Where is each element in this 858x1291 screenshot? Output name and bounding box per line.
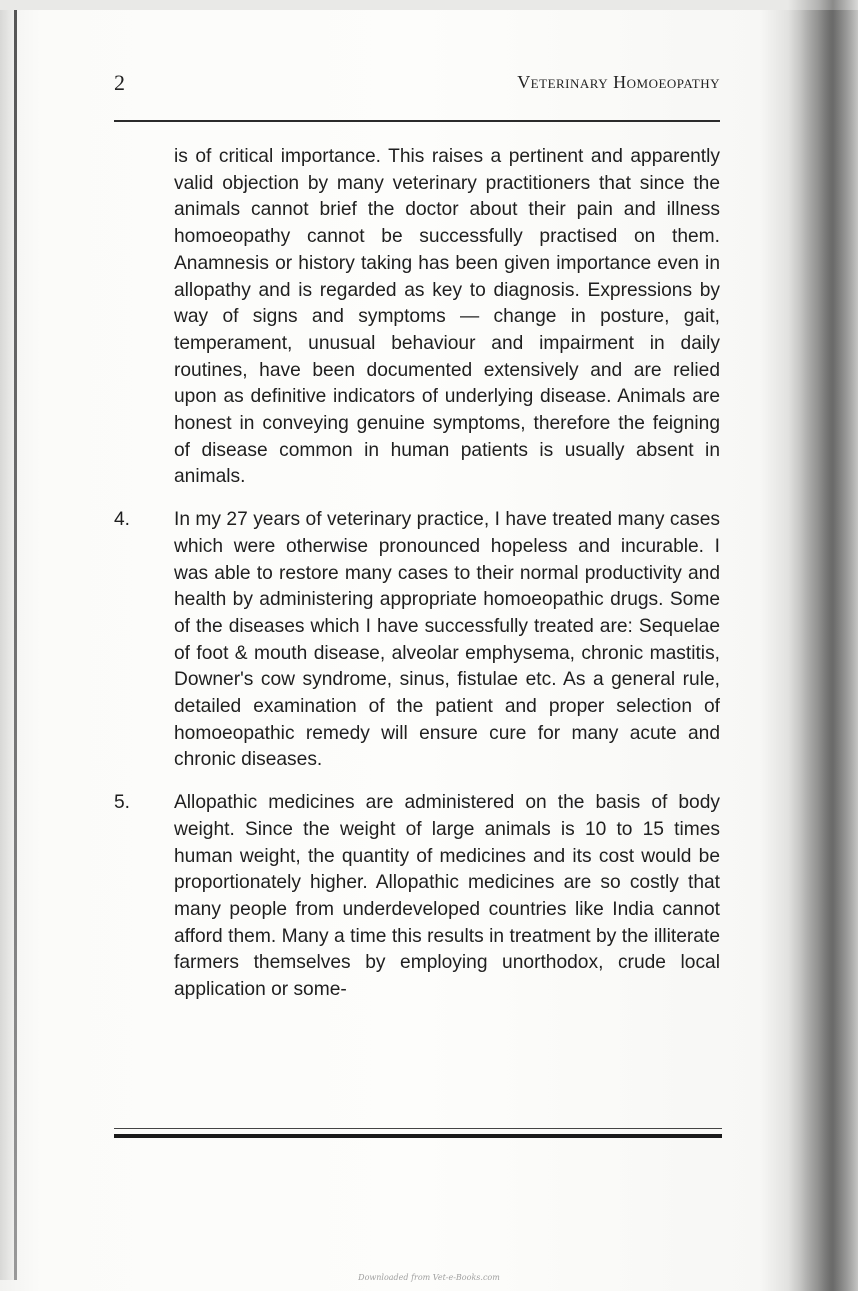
item-number: 4. <box>114 509 131 531</box>
item-text: Allopathic medicines are administered on the basis of body weight. Since the weight of large animals is 10 to 15 times human weight, the quantity of medicines and its cost would be proportionately higher. Allopathic medicines are so costly that many people from underdeveloped countries like India cannot afford them. Many a time this results in treatment by the illiterate farmers themselves by employing unorthodox, crude local application or some- <box>174 792 720 1001</box>
running-head: Veterinary Homoeopathy <box>517 72 720 92</box>
scan-top-margin <box>0 0 858 10</box>
list-item <box>114 790 720 1004</box>
binding-shadow <box>0 10 14 1280</box>
body-text <box>114 144 720 1004</box>
footer-rule <box>114 1134 722 1138</box>
opening-paragraph: is of critical importance. This raises a pertinent and apparently valid objection by many veterinary practitioners that since the animals cannot brief the doctor about their pain and illness homoeopathy cannot be successfully practised on them. Anamnesis or history taking has been given importance even in allopathy and is regarded as key to diagnosis. Expressions by way of signs and symptoms — change in posture, gait, temperament, unusual behaviour and impairment in daily routines, have been documented extensively and are relied upon as definitive indicators of underlying disease. Animals are honest in conveying genuine symptoms, therefore the feigning of disease common in human patients is usually absent in animals. <box>174 146 720 488</box>
download-watermark: Downloaded from Vet-e-Books.com <box>358 1273 500 1282</box>
page-edge-shadow <box>788 0 858 1291</box>
header-rule <box>114 120 720 122</box>
footer-rule-thin <box>114 1128 722 1129</box>
item-number: 5. <box>114 792 131 814</box>
list-item <box>114 507 720 774</box>
binding-edge <box>14 10 17 1280</box>
page-number: 2 <box>114 70 125 95</box>
item-text: In my 27 years of veterinary practice, I have treated many cases which were otherwise pronounced hopeless and incurable. I was able to restore many cases to their normal productivity and health by administering appropriate homoeopathic drugs. Some of the diseases which I have successfully treated are: Sequelae of foot & mouth disease, alveolar emphysema, chronic mastitis, Downer's cow syndrome, sinus, fistulae etc. As a general rule, detailed examination of the patient and proper selection of homoeopathic remedy will ensure cure for many acute and chronic diseases. <box>174 509 720 771</box>
